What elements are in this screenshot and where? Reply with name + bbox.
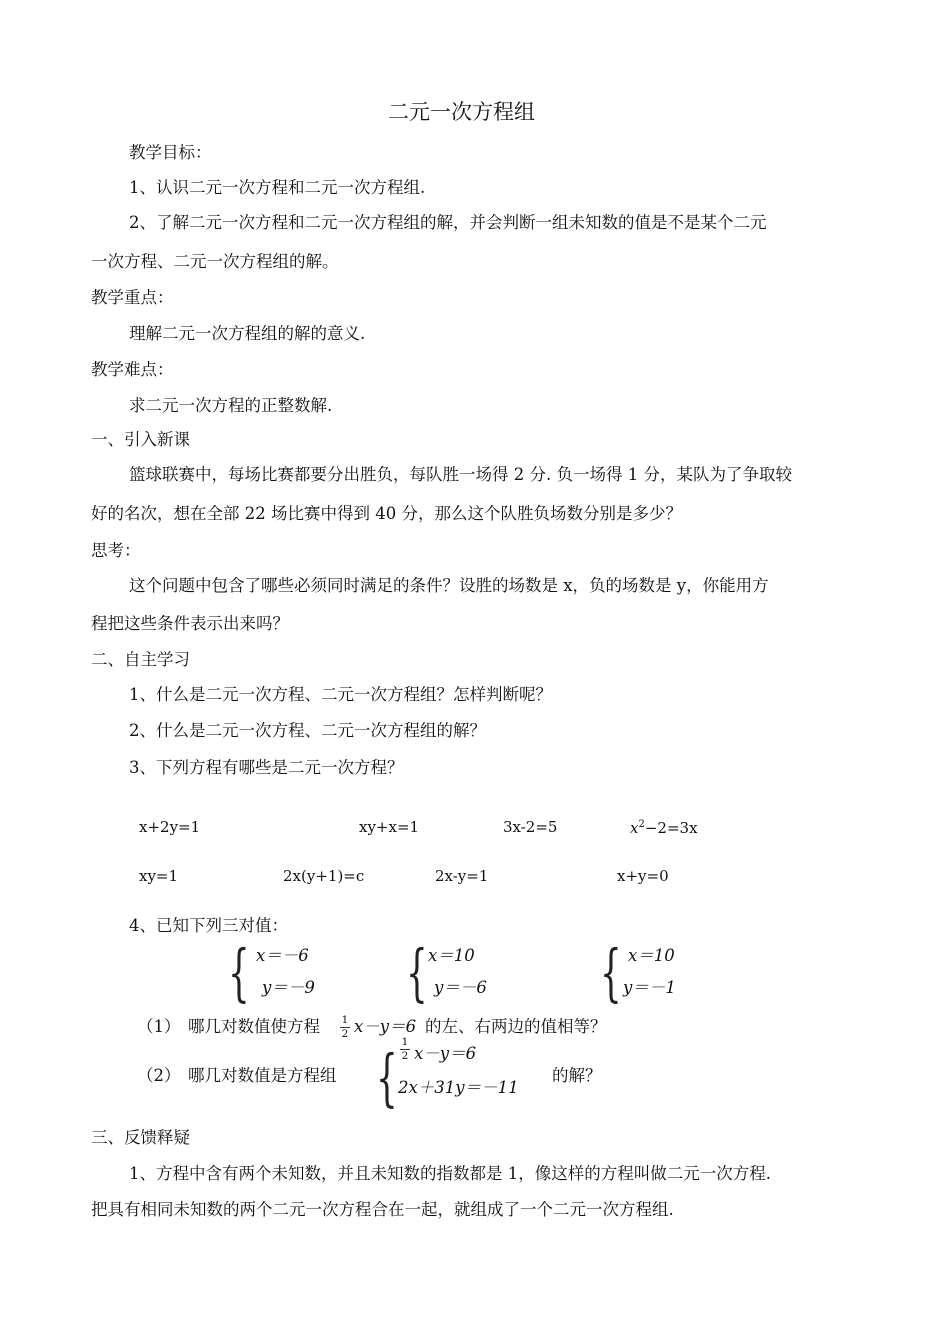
sub-question-2-text-b: 的解？ — [552, 1066, 602, 1085]
sub-question-1-number: （1） — [137, 1017, 181, 1036]
think-line-1: 这个问题中包含了哪些必须同时满足的条件？设胜的场数是 x，负的场数是 y，你能用方 — [129, 576, 769, 595]
section-1-para-line-1: 篮球联赛中，每场比赛都要分出胜负，每队胜一场得 2 分. 负一场得 1 分，某队为了争取较 — [129, 465, 792, 484]
think-line-2: 程把这些条件表示出来吗？ — [91, 614, 289, 633]
equation: 3x-2=5 — [503, 818, 558, 836]
system-equation-1: x－y＝6 — [414, 1044, 477, 1063]
question-2: 2、什么是二元一次方程、二元一次方程组的解？ — [129, 721, 486, 740]
goal-2-line-1: 2、了解二元一次方程和二元一次方程组的解，并会判断一组未知数的值是不是某个二元 — [129, 213, 767, 232]
fraction-numerator: 1 — [341, 1014, 349, 1026]
sub-question-1-equation: x－y＝6 — [354, 1017, 417, 1036]
pair-2-x: x＝10 — [428, 946, 475, 965]
sub-question-1-text-b: 的左、右两边的值相等？ — [425, 1017, 607, 1036]
equation: 2x(y+1)=c — [283, 867, 365, 885]
think-heading: 思考： — [91, 541, 141, 560]
eq-sq-minus: − — [644, 819, 658, 837]
equation: xy=1 — [139, 867, 179, 885]
brace-left: { — [228, 936, 250, 1009]
section-3-para-line-1: 1、方程中含有两个未知数，并且未知数的指数都是 1，像这样的方程叫做二元一次方程. — [129, 1164, 771, 1183]
page-title: 二元一次方程组 — [388, 100, 535, 124]
system-equation-2: 2x＋31y＝－11 — [398, 1078, 519, 1097]
fraction-denominator: 2 — [341, 1027, 349, 1040]
pair-3-y: y＝－1 — [623, 978, 676, 997]
equation: xy+x=1 — [359, 818, 420, 836]
pair-3-x: x＝10 — [628, 946, 675, 965]
section-1-para-line-2: 好的名次，想在全部 22 场比赛中得到 40 分，那么这个队胜负场数分别是多少？ — [91, 504, 682, 523]
equation: 2x-y=1 — [435, 867, 489, 885]
goals-heading: 教学目标： — [129, 143, 212, 162]
key-text: 理解二元一次方程组的解的意义. — [129, 324, 366, 343]
sub-question-1-text-a: 哪几对数值使方程 — [188, 1017, 320, 1036]
eq-sq-base: x — [630, 819, 639, 837]
fraction-numerator: 1 — [401, 1036, 409, 1048]
sub-question-2-text-a: 哪几对数值是方程组 — [188, 1066, 337, 1085]
difficulty-heading: 教学难点： — [91, 360, 174, 379]
fraction-half — [340, 1015, 350, 1039]
pair-1-x: x＝－6 — [256, 946, 309, 965]
question-1: 1、什么是二元一次方程、二元一次方程组？怎样判断呢？ — [129, 685, 552, 704]
goal-1: 1、认识二元一次方程和二元一次方程组. — [129, 178, 426, 197]
equation: x+y=0 — [617, 867, 669, 885]
section-2-heading: 二、自主学习 — [91, 650, 190, 669]
goal-2-line-2: 一次方程、二元一次方程组的解。 — [91, 252, 339, 271]
pair-2-y: y＝－6 — [434, 978, 487, 997]
brace-left: { — [376, 1041, 398, 1114]
brace-left: { — [600, 936, 622, 1009]
equation: x+2y=1 — [139, 818, 201, 836]
sub-question-2-number: （2） — [137, 1066, 181, 1085]
pair-1-y: y＝－9 — [262, 978, 315, 997]
key-heading: 教学重点： — [91, 288, 174, 307]
section-3-para-line-2: 把具有相同未知数的两个二元一次方程合在一起，就组成了一个二元一次方程组. — [91, 1200, 674, 1219]
brace-left: { — [406, 936, 428, 1009]
eq-sq-exp: 2 — [638, 819, 645, 830]
difficulty-text: 求二元一次方程的正整数解. — [129, 396, 333, 415]
section-3-heading: 三、反馈释疑 — [91, 1128, 190, 1147]
section-1-heading: 一、引入新课 — [91, 430, 190, 449]
equation-squared — [630, 820, 698, 836]
question-4: 4、已知下列三对值： — [129, 916, 288, 935]
question-3: 3、下列方程有哪些是二元一次方程？ — [129, 758, 404, 777]
fraction-denominator: 2 — [401, 1049, 409, 1062]
eq-sq-rest: 2=3x — [657, 819, 698, 837]
fraction-half — [400, 1037, 410, 1061]
